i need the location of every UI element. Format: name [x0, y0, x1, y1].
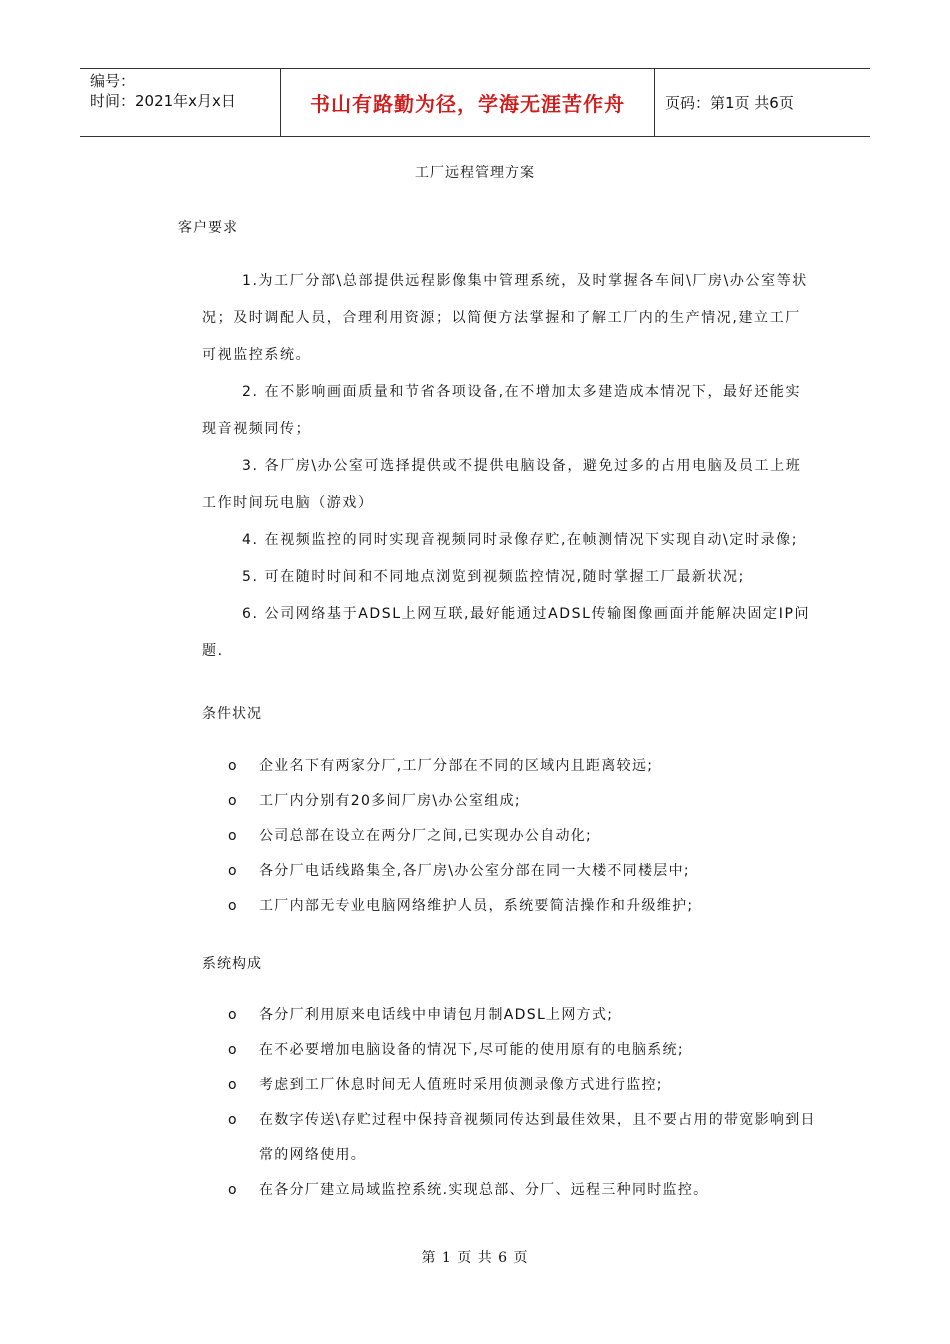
number-label: 编号：	[90, 72, 136, 90]
system-list	[228, 998, 818, 1208]
header-meta	[80, 69, 281, 136]
list-item: o 考虑到工厂休息时间无人值班时采用侦测录像方式进行监控;	[228, 1068, 818, 1103]
conditions-list	[228, 749, 818, 924]
bullet-icon: o	[228, 1112, 238, 1128]
list-item: o 在各分厂建立局域监控系统.实现总部、分厂、远程三种同时监控。	[228, 1173, 818, 1208]
system-heading: 系统构成	[202, 956, 262, 972]
requirement-item: 2. 在不影响画面质量和节省各项设备,在不增加太多建造成本情况下，最好还能实现音视频同传；	[202, 384, 802, 437]
header-page-label: 页码：第1页 共6页	[665, 94, 794, 112]
requirements-heading: 客户要求	[178, 220, 238, 236]
requirement-item: 5. 可在随时时间和不同地点浏览到视频监控情况,随时掌握工厂最新状况;	[242, 569, 745, 585]
bullet-icon: o	[228, 898, 238, 914]
header-motto: 书山有路勤为径，学海无涯苦作舟	[281, 69, 655, 136]
page-footer: 第 1 页 共 6 页	[421, 1250, 529, 1266]
bullet-icon: o	[228, 863, 238, 879]
requirements-list	[202, 263, 812, 670]
bullet-icon: o	[228, 758, 238, 774]
document-title: 工厂远程管理方案	[415, 165, 535, 181]
list-item: o 企业名下有两家分厂,工厂分部在不同的区域内且距离较远;	[228, 749, 818, 784]
requirement-item: 6. 公司网络基于ADSL上网互联,最好能通过ADSL传输图像画面并能解决固定IP问题.	[202, 606, 811, 659]
page-header	[80, 68, 870, 137]
list-item: o 工厂内部无专业电脑网络维护人员，系统要简洁操作和升级维护;	[228, 889, 818, 924]
bullet-icon: o	[228, 1042, 238, 1058]
conditions-heading: 条件状况	[202, 706, 262, 722]
list-item: o 在数字传送\存贮过程中保持音视频同传达到最佳效果，且不要占用的带宽影响到日常的网络使用。	[228, 1103, 818, 1173]
requirement-item: 4. 在视频监控的同时实现音视频同时录像存贮,在帧测情况下实现自动\定时录像;	[242, 532, 799, 548]
list-item: o 各分厂利用原来电话线中申请包月制ADSL上网方式;	[228, 998, 818, 1033]
bullet-icon: o	[228, 1182, 238, 1198]
bullet-icon: o	[228, 793, 238, 809]
bullet-icon: o	[228, 1007, 238, 1023]
list-item: o 公司总部在设立在两分厂之间,已实现办公自动化;	[228, 819, 818, 854]
time-label: 时间：2021年x月x日	[90, 92, 236, 110]
list-item: o 工厂内分别有20多间厂房\办公室组成;	[228, 784, 818, 819]
bullet-icon: o	[228, 1077, 238, 1093]
requirement-item: 3. 各厂房\办公室可选择提供或不提供电脑设备，避免过多的占用电脑及员工上班工作时间玩电脑（游戏）	[202, 458, 802, 511]
bullet-icon: o	[228, 828, 238, 844]
list-item: o 在不必要增加电脑设备的情况下,尽可能的使用原有的电脑系统;	[228, 1033, 818, 1068]
list-item: o 各分厂电话线路集全,各厂房\办公室分部在同一大楼不同楼层中;	[228, 854, 818, 889]
requirement-item: 1.为工厂分部\总部提供远程影像集中管理系统，及时掌握各车间\厂房\办公室等状况；及时调配人员，合理利用资源；以简便方法掌握和了解工厂内的生产情况,建立工厂可视监控系统。	[202, 273, 808, 363]
